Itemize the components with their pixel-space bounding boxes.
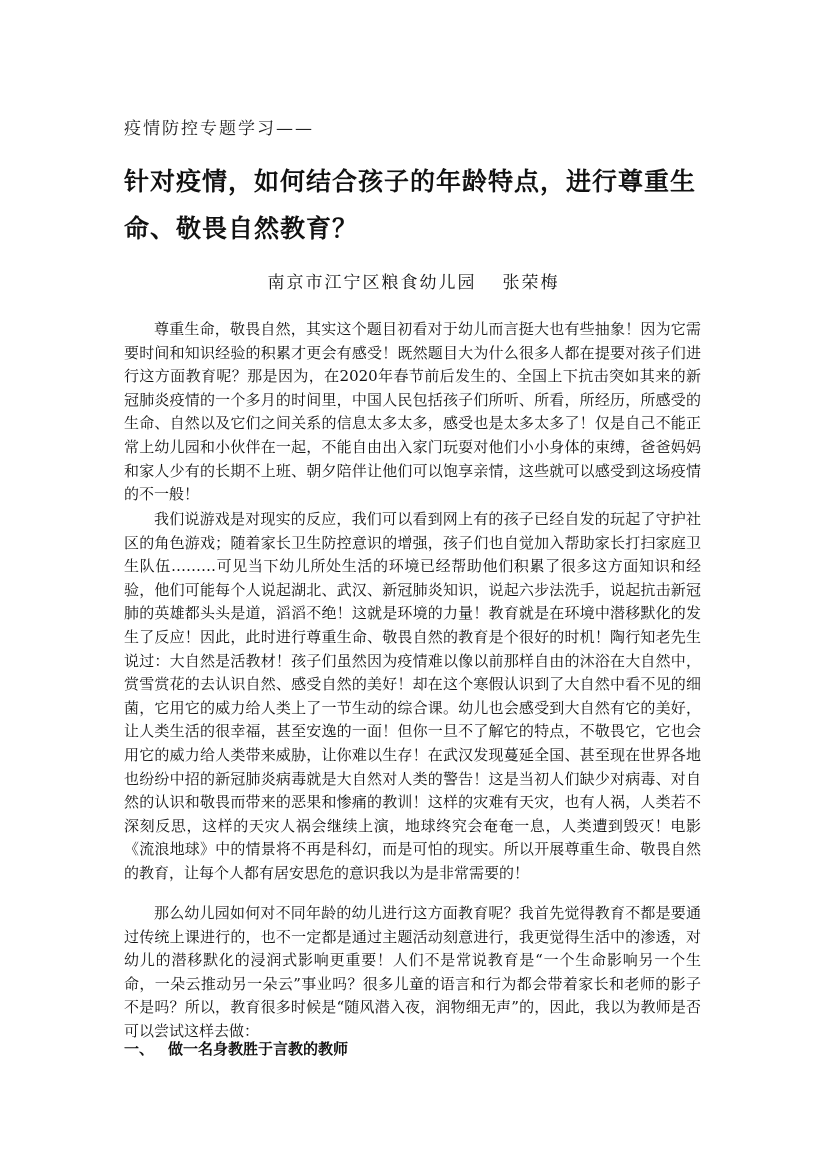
series-label: 疫情防控专题学习—— (124, 119, 314, 139)
body-paragraph: 尊重生命，敬畏自然，其实这个题目初看对于幼儿而言挺大也有些抽象！因为它需要时间和知识经验的积累才更会有感受！既然题目大为什么很多人都在提要对孩子们进行这方面教育呢？那是因为，在2020年春节前后发生的、全国上下抗击突如其来的新冠肺炎疫情的一个多月的时间里，中国人民包括孩子们所听、所看，所经历，所感受的生命、自然以及它们之间关系的信息太多太多，感受也是太多太多了！仅是自己不能正常上幼儿园和小伙伴在一起，不能自由出入家门玩耍对他们小小身体的束缚，爸爸妈妈和家人少有的长期不上班、朝夕陪伴让他们可以饱享亲情，这些就可以感受到这场疫情的不一般！ (124, 320, 701, 504)
author-line (0, 268, 827, 293)
body-paragraph: 那么幼儿园如何对不同年龄的幼儿进行这方面教育呢？我首先觉得教育不都是要通过传统上课进行的，也不一定都是通过主题活动刻意进行，我更觉得生活中的渗透，对幼儿的潜移默化的浸润式影响更重要！人们不是常说教育是“一个生命影响另一个生命，一朵云推动另一朵云”事业吗？很多儿童的语言和行为都会带着家长和老师的影子不是吗？所以，教育很多时候是“随风潜入夜，润物细无声”的，因此，我以为教师是否可以尝试这样去做： (124, 904, 701, 1040)
author-organization: 南京市江宁区粮食幼儿园 (267, 273, 477, 293)
page-title: 针对疫情，如何结合孩子的年龄特点，进行尊重生命、敬畏自然教育？ (124, 167, 697, 243)
section-heading-text: 做一名身教胜于言教的教师 (168, 1040, 349, 1058)
section-heading (124, 1038, 348, 1061)
body-paragraph: 我们说游戏是对现实的反应，我们可以看到网上有的孩子已经自发的玩起了守护社区的角色游戏；随着家长卫生防控意识的增强，孩子们也自觉加入帮助家长打扫家庭卫生队伍………可见当下幼儿所处生活的环境已经帮助他们积累了很多这方面知识和经验，他们可能每个人说起湖北、武汉、新冠肺炎知识，说起六步法洗手，说起抗击新冠肺的英雄都头头是道，滔滔不绝！这就是环境的力量！教育就是在环境中潜移默化的发生了反应！因此，此时进行尊重生命、敬畏自然的教育是个很好的时机！陶行知老先生说过：大自然是活教材！孩子们虽然因为疫情难以像以前那样自由的沐浴在大自然中，赏雪赏花的去认识自然、感受自然的美好！却在这个寒假认识到了大自然中看不见的细菌，它用它的威力给人类上了一节生动的综合课。幼儿也会感受到大自然有它的美好，让人类生活的很幸福，甚至安逸的一面！但你一旦不了解它的特点，不敬畏它，它也会用它的威力给人类带来威胁，让你难以生存！在武汉发现蔓延全国、甚至现在世界各地也纷纷中招的新冠肺炎病毒就是大自然对人类的警告！这是当初人们缺少对病毒、对自然的认识和敬畏而带来的恶果和惨痛的教训！这样的灾难有天灾，也有人祸，人类若不深刻反思，这样的天灾人祸会继续上演，地球终究会奄奄一息，人类遭到毁灭！电影《流浪地球》中的情景将不再是科幻，而是可怕的现实。所以开展尊重生命、敬畏自然的教育，让每个人都有居安思危的意识我以为是非常需要的！ (124, 510, 701, 882)
section-number: 一、 (124, 1040, 155, 1058)
author-name: 张荣梅 (502, 273, 560, 293)
